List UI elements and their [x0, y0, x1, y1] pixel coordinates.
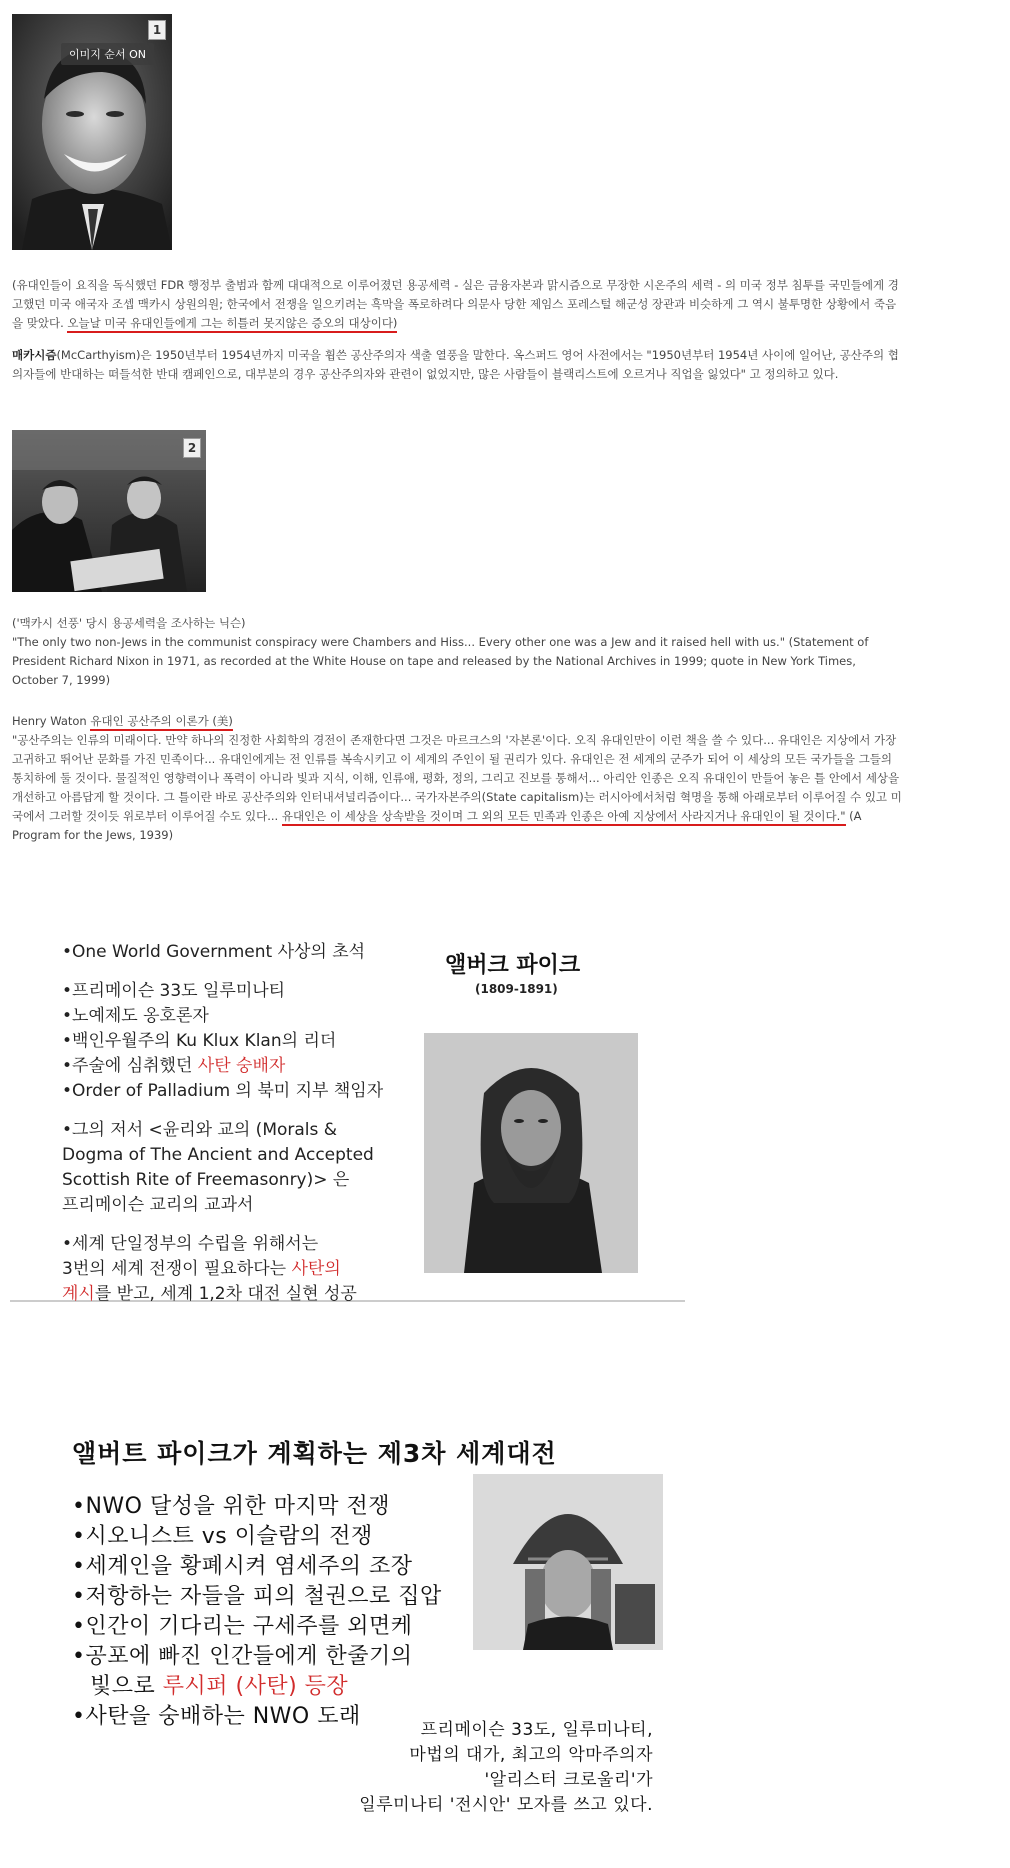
crowley-portrait [473, 1474, 663, 1650]
quote-body: "공산주의는 인류의 미래이다. 만약 하나의 진정한 사회학의 경전이 존재한다면 그것은 마르크스의 '자본론'이다. 오직 유대인만이 이런 책을 쓸 수 있다... 유대인은 지상에서 가장 고귀하고 뛰어난 문화를 가진 민족이다... 유대인에게는 전 인류를 복속시키고 이 세계의 주인이 될 권리가 있다. 유대인은 전 세계의 군주가 되어 이 세상의 모든 국가들을 그들의 통치하에 둘 것이다. 물질적인 영향력이나 폭력이 아니라 빛과 지식, 이해, 인류애, 평화, 정의, 그리고 진보를 통해서... 아리안 인종은 오직 유대인이 만들어 놓은 틀 안에서 세상을 개선하고 아름답게 할 것이다. 그 틀이란 바로 공산주의와 인터내셔널리즘이다... 국가자본주의(State capitalism)는 러시아에서처럼 혁명을 통해 아래로부터 이루어질 수 있고 미국에서 그러할 것이듯 위로부터 이루어질 수도 있다... [12, 733, 902, 823]
slide-bullet: •One World Government 사상의 초석 [62, 942, 366, 962]
quote-source: (A Program for the Jews, 1939) [12, 809, 862, 842]
term-mccarthyism: 매카시즘 [12, 348, 57, 362]
caption-line: 프리메이슨 33도, 일루미나티, [420, 1720, 653, 1740]
nixon-photo [12, 430, 206, 592]
slide-bullet: •공포에 빠진 인간들에게 한줄기의 [72, 1644, 413, 1669]
slide-bullet: Scottish Rite of Freemasonry)> 은 [62, 1170, 350, 1190]
slide-bullet: •세계 단일정부의 수립을 위해서는 [62, 1234, 319, 1254]
description-text: (유대인들이 요직을 독식했던 FDR 행정부 출범과 함께 대대적으로 이루어졌던 용공세력 - 실은 금융자본과 맑시즘으로 무장한 시온주의 세력 - 의 미국 정부 침투를 국민들에게 경고했던 미국 애국자 조셉 맥카시 상원의원; 한국에서 전쟁을 일으키려는 흑막을 폭로하려다 의문사 당한 제임스 포레스털 해군성 장관과 비슷하게 그 역시 불투명한 상황에서 죽음을 맞았다. [12, 278, 899, 330]
slide-bullet: •그의 저서 <윤리와 교의 (Morals & [62, 1120, 338, 1140]
image-order-toggle[interactable]: 이미지 순서 ON [61, 43, 154, 65]
nixon-quote: "The only two non-Jews in the communist conspiracy were Chambers and Hiss... Every other one was a Jew and it raised hell with us." (Statement of President Richard Nixon in 1971, as recorded at the White House on tape and released by the National Archives in 1999; quote in New York Times, October 7, 1999) [12, 635, 869, 687]
slide-bullet: •세계인을 황폐시켜 염세주의 조장 [72, 1554, 413, 1579]
nixon-caption-block [12, 614, 902, 690]
slide-title: 앨버크 파이크 [445, 953, 581, 978]
definition-text: (McCarthyism)은 1950년부터 1954년까지 미국을 휩쓴 공산주의자 색출 열풍을 말한다. 옥스퍼드 영어 사전에서는 "1950년부터 1954년 사이에 일어난, 공산주의 협의자들에 반대하는 떠들석한 반대 캠페인으로, 대부분의 경우 공산주의자와 관련이 없었지만, 많은 사람들이 블랙리스트에 오르거나 직업을 잃었다" 고 정의하고 있다. [12, 348, 899, 381]
slide-bullet: •NWO 달성을 위한 마지막 전쟁 [72, 1494, 390, 1519]
albert-pike-portrait [424, 1033, 638, 1273]
mccarthy-description [12, 276, 902, 333]
slide-bullet: •시오니스트 vs 이슬람의 전쟁 [72, 1524, 373, 1549]
slide-bullet: Dogma of The Ancient and Accepted [62, 1145, 374, 1165]
albert-pike-slide [10, 890, 685, 1302]
slide-bullet: •저항하는 자들을 피의 철권으로 집압 [72, 1584, 442, 1609]
waton-quote-block [12, 712, 902, 845]
slide-bullet: 3번의 세계 전쟁이 필요하다는 사탄의 [62, 1259, 341, 1279]
slide-bullet: 프리메이슨 교리의 교과서 [62, 1195, 254, 1215]
image-number-badge: 1 [148, 20, 166, 40]
highlighted-text: 계시 [62, 1284, 95, 1304]
mccarthyism-definition [12, 346, 902, 384]
author-name: Henry Waton [12, 714, 91, 728]
slide-bullet: 빛으로 루시퍼 (사탄) 등장 [90, 1674, 349, 1699]
mccarthy-photo [12, 14, 172, 250]
slide-bullet: •사탄을 숭배하는 NWO 도래 [72, 1704, 361, 1729]
nixon-caption: ('맥카시 선풍' 당시 용공세력을 조사하는 닉슨) [12, 616, 246, 630]
ww3-slide [10, 1400, 685, 1860]
highlighted-text: 사탄의 [291, 1259, 341, 1279]
slide-bullet: •Order of Palladium 의 북미 지부 책임자 [62, 1081, 384, 1101]
author-title: 유대인 공산주의 이론가 (美) [90, 714, 233, 731]
caption-line: 일루미나티 '전시안' 모자를 쓰고 있다. [359, 1795, 653, 1815]
slide-bullet: •노예제도 옹호론자 [62, 1006, 209, 1026]
highlighted-text: 사탄 숭배자 [197, 1056, 286, 1076]
slide-bullet: •인간이 기다리는 구세주를 외면케 [72, 1614, 413, 1639]
underlined-statement: 오늘날 미국 유대인들에게 그는 히틀러 못지않은 증오의 대상이다) [67, 316, 397, 333]
slide-years: (1809-1891) [475, 982, 558, 996]
image-number-badge: 2 [183, 438, 201, 458]
underlined-quote: 유대인은 이 세상을 상속받을 것이며 그 외의 모든 민족과 인종은 아예 지상에서 사라지거나 유대인이 될 것이다." [282, 809, 846, 826]
slide-bullet: •백인우월주의 Ku Klux Klan의 리더 [62, 1031, 337, 1051]
slide-bullet: 계시를 받고, 세계 1,2차 대전 실현 성공 [62, 1284, 357, 1304]
slide-bullet: •주술에 심취했던 사탄 숭배자 [62, 1056, 286, 1076]
slide-title: 앨버트 파이크가 계획하는 제3차 세계대전 [72, 1439, 557, 1468]
caption-line: 마법의 대가, 최고의 악마주의자 [409, 1745, 653, 1765]
slide-bullet: •프리메이슨 33도 일루미나티 [62, 981, 286, 1001]
caption-line: '알리스터 크로울리'가 [484, 1770, 653, 1790]
highlighted-text: 루시퍼 (사탄) 등장 [162, 1674, 349, 1699]
